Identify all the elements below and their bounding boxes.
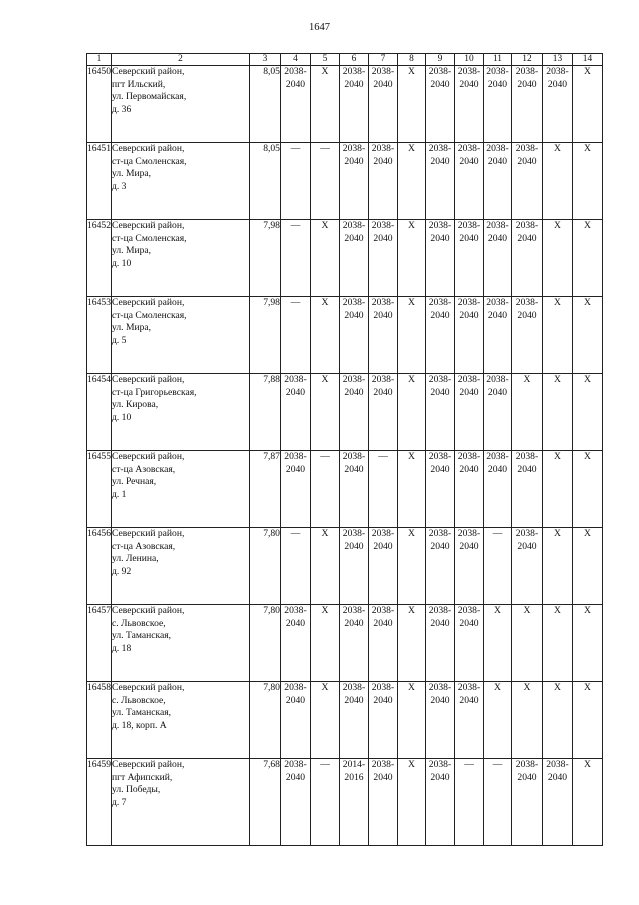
table-row bbox=[87, 220, 603, 297]
row-cell: 2038- 2040 bbox=[425, 451, 454, 528]
row-address: Северский район, ст-ца Григорьевская, ул. Кирова, д. 10 bbox=[111, 374, 249, 451]
row-cell: Х bbox=[397, 528, 425, 605]
row-cell: Х bbox=[483, 605, 511, 682]
row-cell: 2038- 2040 bbox=[368, 143, 397, 220]
row-cell: Х bbox=[572, 66, 602, 143]
row-cell: Х bbox=[511, 605, 542, 682]
row-cell: Х bbox=[572, 143, 602, 220]
row-cell: — bbox=[454, 759, 483, 846]
row-cell: 2038- 2040 bbox=[454, 143, 483, 220]
row-cell: — bbox=[280, 143, 310, 220]
row-value: 7,98 bbox=[249, 220, 280, 297]
row-cell: 2038- 2040 bbox=[483, 143, 511, 220]
row-cell: Х bbox=[397, 220, 425, 297]
row-cell: 2038- 2040 bbox=[368, 66, 397, 143]
row-cell: — bbox=[280, 220, 310, 297]
row-cell: Х bbox=[572, 451, 602, 528]
table-row bbox=[87, 297, 603, 374]
row-cell: 2038- 2040 bbox=[339, 528, 368, 605]
row-cell: 2038- 2040 bbox=[339, 682, 368, 759]
row-cell: 2038- 2040 bbox=[483, 66, 511, 143]
row-id: 16452 bbox=[87, 220, 112, 297]
column-number: 10 bbox=[454, 54, 483, 66]
row-cell: 2038- 2040 bbox=[454, 528, 483, 605]
column-number: 14 bbox=[572, 54, 602, 66]
row-cell: Х bbox=[542, 682, 572, 759]
row-value: 8,05 bbox=[249, 143, 280, 220]
row-cell: 2038- 2040 bbox=[454, 682, 483, 759]
row-address: Северский район, ст-ца Смоленская, ул. Мира, д. 3 bbox=[111, 143, 249, 220]
column-number: 5 bbox=[310, 54, 339, 66]
row-cell: 2038- 2040 bbox=[483, 297, 511, 374]
row-cell: 2038- 2040 bbox=[511, 143, 542, 220]
row-cell: 2038- 2040 bbox=[368, 220, 397, 297]
row-cell: 2014- 2016 bbox=[339, 759, 368, 846]
row-cell: 2038- 2040 bbox=[483, 374, 511, 451]
row-cell: Х bbox=[572, 220, 602, 297]
row-cell: 2038- 2040 bbox=[454, 220, 483, 297]
row-cell: Х bbox=[397, 759, 425, 846]
row-cell: 2038- 2040 bbox=[280, 759, 310, 846]
row-cell: 2038- 2040 bbox=[511, 451, 542, 528]
row-cell: 2038- 2040 bbox=[483, 220, 511, 297]
table-row bbox=[87, 605, 603, 682]
row-cell: 2038- 2040 bbox=[339, 143, 368, 220]
row-cell: 2038- 2040 bbox=[339, 297, 368, 374]
row-cell: Х bbox=[511, 374, 542, 451]
column-number: 9 bbox=[425, 54, 454, 66]
row-cell: 2038- 2040 bbox=[280, 374, 310, 451]
row-cell: Х bbox=[542, 451, 572, 528]
row-cell: Х bbox=[542, 605, 572, 682]
row-cell: 2038- 2040 bbox=[368, 528, 397, 605]
row-cell: Х bbox=[397, 605, 425, 682]
row-cell: Х bbox=[397, 374, 425, 451]
row-id: 16457 bbox=[87, 605, 112, 682]
row-cell: Х bbox=[542, 528, 572, 605]
row-cell: Х bbox=[310, 374, 339, 451]
row-value: 7,87 bbox=[249, 451, 280, 528]
row-cell: 2038- 2040 bbox=[425, 374, 454, 451]
row-cell: Х bbox=[542, 374, 572, 451]
row-cell: 2038- 2040 bbox=[339, 451, 368, 528]
row-cell: 2038- 2040 bbox=[425, 528, 454, 605]
column-number: 6 bbox=[339, 54, 368, 66]
row-id: 16450 bbox=[87, 66, 112, 143]
row-value: 7,88 bbox=[249, 374, 280, 451]
row-cell: 2038- 2040 bbox=[425, 220, 454, 297]
row-cell: Х bbox=[572, 759, 602, 846]
row-address: Северский район, ст-ца Азовская, ул. Речная, д. 1 bbox=[111, 451, 249, 528]
row-cell: 2038- 2040 bbox=[368, 682, 397, 759]
row-value: 7,98 bbox=[249, 297, 280, 374]
row-cell: — bbox=[368, 451, 397, 528]
row-cell: Х bbox=[542, 220, 572, 297]
row-cell: 2038- 2040 bbox=[454, 451, 483, 528]
column-number: 8 bbox=[397, 54, 425, 66]
row-cell: 2038- 2040 bbox=[454, 605, 483, 682]
row-cell: 2038- 2040 bbox=[454, 297, 483, 374]
row-cell: 2038- 2040 bbox=[542, 66, 572, 143]
column-number: 12 bbox=[511, 54, 542, 66]
row-value: 7,80 bbox=[249, 682, 280, 759]
column-number: 3 bbox=[249, 54, 280, 66]
row-cell: — bbox=[483, 759, 511, 846]
register-table bbox=[86, 53, 603, 846]
table-row bbox=[87, 143, 603, 220]
row-cell: 2038- 2040 bbox=[425, 297, 454, 374]
table-row bbox=[87, 528, 603, 605]
page-number: 1647 bbox=[309, 22, 330, 33]
column-number: 11 bbox=[483, 54, 511, 66]
row-id: 16458 bbox=[87, 682, 112, 759]
row-value: 7,80 bbox=[249, 528, 280, 605]
row-cell: Х bbox=[397, 682, 425, 759]
row-cell: 2038- 2040 bbox=[368, 297, 397, 374]
column-number: 1 bbox=[87, 54, 112, 66]
row-cell: Х bbox=[511, 682, 542, 759]
row-cell: Х bbox=[572, 297, 602, 374]
row-cell: Х bbox=[542, 143, 572, 220]
row-cell: 2038- 2040 bbox=[425, 682, 454, 759]
table-row bbox=[87, 759, 603, 846]
row-cell: 2038- 2040 bbox=[542, 759, 572, 846]
row-cell: Х bbox=[572, 605, 602, 682]
row-cell: — bbox=[310, 451, 339, 528]
column-number: 7 bbox=[368, 54, 397, 66]
row-cell: 2038- 2040 bbox=[339, 220, 368, 297]
row-cell: Х bbox=[542, 297, 572, 374]
row-cell: 2038- 2040 bbox=[425, 143, 454, 220]
row-address: Северский район, пгт Ильский, ул. Первомайская, д. 36 bbox=[111, 66, 249, 143]
row-cell: 2038- 2040 bbox=[483, 451, 511, 528]
row-id: 16456 bbox=[87, 528, 112, 605]
row-cell: 2038- 2040 bbox=[454, 66, 483, 143]
row-cell: — bbox=[280, 528, 310, 605]
row-cell: 2038- 2040 bbox=[339, 605, 368, 682]
row-value: 7,80 bbox=[249, 605, 280, 682]
row-cell: 2038- 2040 bbox=[425, 66, 454, 143]
row-address: Северский район, с. Львовское, ул. Таманская, д. 18 bbox=[111, 605, 249, 682]
row-cell: 2038- 2040 bbox=[511, 759, 542, 846]
row-cell: 2038- 2040 bbox=[368, 374, 397, 451]
row-cell: — bbox=[310, 759, 339, 846]
row-cell: Х bbox=[572, 528, 602, 605]
row-cell: Х bbox=[397, 451, 425, 528]
row-cell: Х bbox=[310, 605, 339, 682]
row-cell: Х bbox=[572, 374, 602, 451]
row-address: Северский район, с. Львовское, ул. Таманская, д. 18, корп. А bbox=[111, 682, 249, 759]
row-address: Северский район, ст-ца Смоленская, ул. Мира, д. 5 bbox=[111, 297, 249, 374]
row-cell: 2038- 2040 bbox=[511, 66, 542, 143]
row-address: Северский район, ст-ца Смоленская, ул. Мира, д. 10 bbox=[111, 220, 249, 297]
row-id: 16451 bbox=[87, 143, 112, 220]
row-cell: — bbox=[310, 143, 339, 220]
row-id: 16455 bbox=[87, 451, 112, 528]
row-id: 16453 bbox=[87, 297, 112, 374]
row-cell: Х bbox=[397, 143, 425, 220]
row-cell: 2038- 2040 bbox=[280, 605, 310, 682]
row-id: 16454 bbox=[87, 374, 112, 451]
row-cell: Х bbox=[397, 297, 425, 374]
row-cell: Х bbox=[397, 66, 425, 143]
row-cell: 2038- 2040 bbox=[368, 759, 397, 846]
row-value: 8,05 bbox=[249, 66, 280, 143]
row-cell: Х bbox=[572, 682, 602, 759]
row-cell: 2038- 2040 bbox=[368, 605, 397, 682]
row-id: 16459 bbox=[87, 759, 112, 846]
table-row bbox=[87, 374, 603, 451]
row-address: Северский район, ст-ца Азовская, ул. Ленина, д. 92 bbox=[111, 528, 249, 605]
row-cell: Х bbox=[483, 682, 511, 759]
row-cell: — bbox=[280, 297, 310, 374]
row-cell: 2038- 2040 bbox=[280, 682, 310, 759]
row-cell: Х bbox=[310, 66, 339, 143]
row-cell: 2038- 2040 bbox=[425, 605, 454, 682]
row-cell: 2038- 2040 bbox=[454, 374, 483, 451]
row-cell: Х bbox=[310, 220, 339, 297]
register-table-body bbox=[87, 54, 603, 846]
row-address: Северский район, пгт Афипский, ул. Победы, д. 7 bbox=[111, 759, 249, 846]
row-value: 7,68 bbox=[249, 759, 280, 846]
row-cell: 2038- 2040 bbox=[339, 66, 368, 143]
table-row bbox=[87, 682, 603, 759]
row-cell: 2038- 2040 bbox=[339, 374, 368, 451]
row-cell: — bbox=[483, 528, 511, 605]
row-cell: 2038- 2040 bbox=[425, 759, 454, 846]
table-row bbox=[87, 66, 603, 143]
row-cell: Х bbox=[310, 297, 339, 374]
column-number: 13 bbox=[542, 54, 572, 66]
column-number-row bbox=[87, 54, 603, 66]
row-cell: 2038- 2040 bbox=[511, 528, 542, 605]
table-row bbox=[87, 451, 603, 528]
row-cell: 2038- 2040 bbox=[511, 220, 542, 297]
row-cell: 2038- 2040 bbox=[511, 297, 542, 374]
column-number: 2 bbox=[111, 54, 249, 66]
row-cell: Х bbox=[310, 682, 339, 759]
row-cell: 2038- 2040 bbox=[280, 66, 310, 143]
row-cell: 2038- 2040 bbox=[280, 451, 310, 528]
column-number: 4 bbox=[280, 54, 310, 66]
row-cell: Х bbox=[310, 528, 339, 605]
